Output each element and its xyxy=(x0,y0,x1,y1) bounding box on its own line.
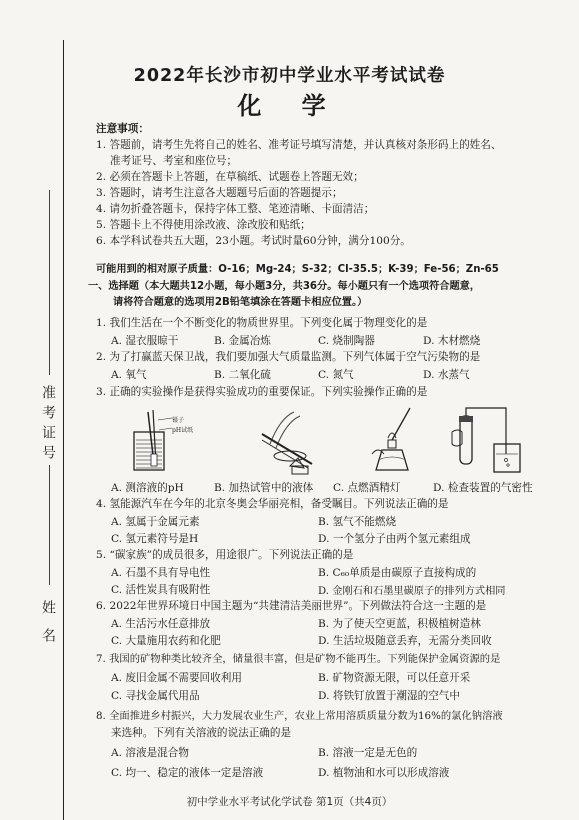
option: B. C₆₀单质是由碳原子直接构成的 xyxy=(318,567,477,579)
option: B. 溶液一定是无色的 xyxy=(318,747,418,759)
option: A. 生活污水任意排放 xyxy=(111,618,211,630)
notice-item: 5. 答题卡上不得使用涂改液、涂改胶和贴纸； xyxy=(96,219,311,231)
notice-item: 6. 本学科试卷共五大题，23小题。考试时量60分钟，满分100分。 xyxy=(96,235,411,247)
option: A. 测溶液的pH xyxy=(111,482,184,494)
name-label: 姓名 xyxy=(40,600,56,656)
option: A. 湿衣服晾干 xyxy=(111,335,179,347)
notice-item: 准考证号、考室和座位号； xyxy=(110,155,238,167)
figure-heating-tube xyxy=(250,404,330,476)
figure-label-tweezers: 镊子 xyxy=(172,417,185,424)
option: D. 将铁钉放置于潮湿的空气中 xyxy=(318,690,460,702)
question-stem: 2. 为了打赢蓝天保卫战，我们要加强大气质量监测。下列气体属于空气污染物的是 xyxy=(96,351,481,363)
option: C. 寻找金属代用品 xyxy=(111,690,200,702)
question-stem: 6. 2022年世界环境日中国主题为“共建清洁美丽世界”。下列做法符合这一主题的是 xyxy=(96,600,487,612)
notice-item: 1. 答题前，请考生先将自己的姓名、准考证号填写清楚，并认真核对条形码上的姓名、 xyxy=(96,139,502,151)
option: D. 木材燃烧 xyxy=(423,335,481,347)
exam-id-label: 准考证号 xyxy=(40,385,56,465)
question-stem: 4. 氢能源汽车在今年的北京冬奥会华丽亮相，备受瞩目。下列说法正确的是 xyxy=(96,498,449,510)
option: A. 溶液是混合物 xyxy=(111,747,189,759)
figure-alcohol-lamp xyxy=(362,404,432,476)
page-footer: 初中学业水平考试化学试卷 第1页（共4页） xyxy=(186,796,393,808)
question-stem: 7. 我国的矿物种类比较齐全，储量很丰富，但是矿物不能再生。下列能保护金属资源的是 xyxy=(96,653,501,665)
option: A. 废旧金属不需要回收利用 xyxy=(111,672,242,684)
option: B. 为了使天空更蓝，积极植树造林 xyxy=(318,618,481,630)
paper-title: 2022年长沙市初中学业水平考试试卷 xyxy=(133,66,446,86)
section-heading-cont: 请将符合题意的选项用2B铅笔填涂在答题卡相应位置。） xyxy=(113,297,368,308)
option: A. 石墨不具有导电性 xyxy=(111,567,211,579)
notice-item: 3. 答题时，请考生注意各大题题号后面的答题提示； xyxy=(96,187,343,199)
option: B. 矿物资源无限，可以任意开采 xyxy=(318,672,471,684)
binding-line xyxy=(63,40,64,820)
option: C. 活性炭具有吸附性 xyxy=(111,584,211,596)
figure-label-ph-paper: pH试纸 xyxy=(172,427,194,434)
option: D. 水蒸气 xyxy=(423,369,470,381)
question-stem: 5. “碳家族”的成员很多，用途很广。下列说法正确的是 xyxy=(96,549,354,561)
option: B. 加热试管中的液体 xyxy=(214,482,314,494)
option: D. 植物油和水可以形成溶液 xyxy=(318,767,450,779)
option: B. 二氧化硫 xyxy=(214,369,271,381)
option: C. 点燃酒精灯 xyxy=(333,482,401,494)
section-heading: 一、选择题（本大题共12小题，每小题3分，共36分。每小题只有一个选项符合题意， xyxy=(88,281,481,292)
option: D. 一个氢分子由两个氢元素组成 xyxy=(318,533,471,545)
option: A. 氢属于金属元素 xyxy=(111,516,200,528)
option: C. 烧制陶器 xyxy=(318,335,375,347)
option: C. 氮气 xyxy=(318,369,354,381)
question-stem: 8. 全面推进乡村振兴，大力发展农业生产，农业上常用溶质质量分数为16%的氯化钠溶液 xyxy=(96,710,503,722)
option: C. 均一、稳定的液体一定是溶液 xyxy=(111,767,264,779)
option: D. 生活垃圾随意丢弃，无需分类回收 xyxy=(318,635,492,647)
question-stem-cont: 来选种。下列有关溶液的说法正确的是 xyxy=(111,727,292,739)
option: C. 氢元素符号是H xyxy=(111,533,199,545)
option: D. 检查装置的气密性 xyxy=(433,482,533,494)
option: B. 金属冶炼 xyxy=(214,335,271,347)
notice-heading: 注意事项： xyxy=(96,123,149,135)
figure-ph-test xyxy=(120,404,200,476)
option: C. 大量施用农药和化肥 xyxy=(111,635,221,647)
option: A. 氧气 xyxy=(111,369,147,381)
notice-item: 4. 请勿折叠答题卡，保持字体工整、笔迹清晰、卡面清洁； xyxy=(96,203,375,215)
option: B. 氢气不能燃烧 xyxy=(318,516,397,528)
question-stem: 1. 我们生活在一个不断变化的物质世界里。下列变化属于物理变化的是 xyxy=(96,317,428,329)
subject-title: 化 学 xyxy=(237,92,342,120)
name-underline xyxy=(49,465,50,585)
option: D. 金刚石和石墨里碳原子的排列方式相同 xyxy=(318,586,506,597)
id-underline xyxy=(49,190,50,375)
notice-item: 2. 必须在答题卡上答题，在草稿纸、试题卷上答题无效； xyxy=(96,171,364,183)
figure-airtight-check xyxy=(448,404,538,476)
atomic-masses: 可能用到的相对原子质量：O-16；Mg-24；S-32；Cl-35.5；K-39；Fe-56；Zn-65 xyxy=(96,264,499,275)
question-stem: 3. 正确的实验操作是获得实验成功的重要保证。下列实验操作正确的是 xyxy=(96,386,428,398)
